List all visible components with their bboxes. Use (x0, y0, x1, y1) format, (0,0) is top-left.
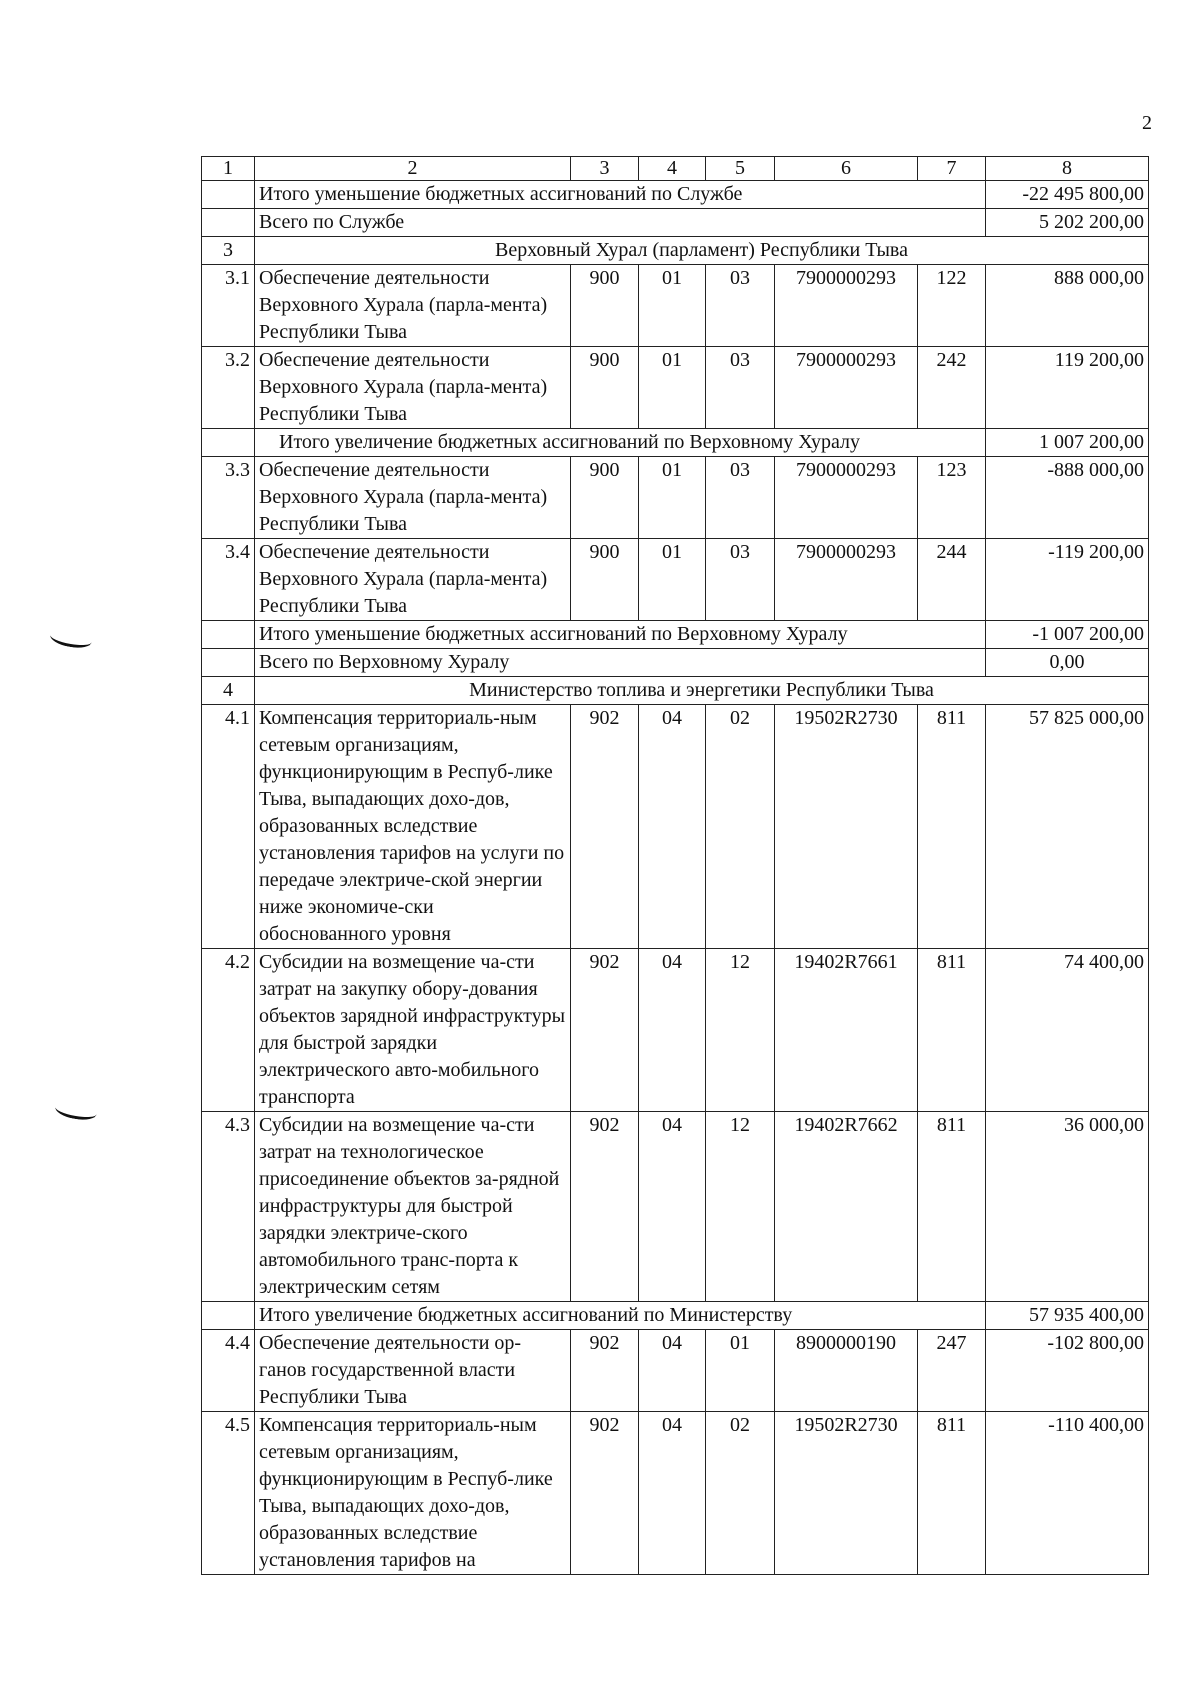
code-cell: 902 (571, 705, 639, 949)
total-row (202, 429, 1149, 457)
code-cell: 900 (571, 539, 639, 621)
section-title: Верховный Хурал (парламент) Республики Тыва (255, 237, 1149, 265)
total-amount: -22 495 800,00 (986, 181, 1149, 209)
section-row (202, 237, 1149, 265)
item-row (202, 539, 1149, 621)
code-cell: 02 (706, 1412, 775, 1575)
code-cell: 19402R7661 (775, 949, 918, 1112)
item-number: 4.4 (202, 1330, 255, 1412)
code-cell: 811 (918, 949, 986, 1112)
amount-cell: 36 000,00 (986, 1112, 1149, 1302)
item-description: Обеспечение деятельности Верховного Хурала (парла-мента) Республики Тыва (255, 265, 571, 347)
code-cell: 04 (639, 1112, 706, 1302)
item-row (202, 705, 1149, 949)
item-number: 3.1 (202, 265, 255, 347)
page-number: 2 (1142, 112, 1152, 134)
section-row (202, 677, 1149, 705)
item-number: 3.4 (202, 539, 255, 621)
header-cell: 4 (639, 157, 706, 181)
code-cell: 122 (918, 265, 986, 347)
code-cell: 01 (639, 539, 706, 621)
item-number: 4.1 (202, 705, 255, 949)
code-cell: 03 (706, 457, 775, 539)
code-cell: 01 (706, 1330, 775, 1412)
code-cell: 12 (706, 1112, 775, 1302)
code-cell: 19502R2730 (775, 1412, 918, 1575)
amount-cell: -110 400,00 (986, 1412, 1149, 1575)
code-cell: 7900000293 (775, 539, 918, 621)
code-cell: 01 (639, 457, 706, 539)
code-cell: 900 (571, 347, 639, 429)
header-cell: 5 (706, 157, 775, 181)
total-amount: 5 202 200,00 (986, 209, 1149, 237)
header-cell: 3 (571, 157, 639, 181)
code-cell: 7900000293 (775, 347, 918, 429)
section-title: Министерство топлива и энергетики Республики Тыва (255, 677, 1149, 705)
total-amount: 1 007 200,00 (986, 429, 1149, 457)
total-row (202, 649, 1149, 677)
empty-num-cell (202, 429, 255, 457)
item-description: Субсидии на возмещение ча-сти затрат на технологическое присоединение объектов за-рядной инфраструктуры для быстрой зарядки электриче-ского автомобильного транс-порта к электрическим сетям (255, 1112, 571, 1302)
code-cell: 900 (571, 265, 639, 347)
table-body (202, 157, 1149, 1575)
code-cell: 244 (918, 539, 986, 621)
item-number: 4.5 (202, 1412, 255, 1575)
item-row (202, 1112, 1149, 1302)
header-cell: 7 (918, 157, 986, 181)
code-cell: 04 (639, 1330, 706, 1412)
code-cell: 7900000293 (775, 457, 918, 539)
code-cell: 811 (918, 1412, 986, 1575)
code-cell: 7900000293 (775, 265, 918, 347)
scan-mark (54, 1098, 98, 1122)
item-row (202, 1330, 1149, 1412)
section-number: 3 (202, 237, 255, 265)
code-cell: 03 (706, 539, 775, 621)
code-cell: 04 (639, 1412, 706, 1575)
empty-num-cell (202, 1302, 255, 1330)
code-cell: 902 (571, 1112, 639, 1302)
item-description: Обеспечение деятельности Верховного Хурала (парла-мента) Республики Тыва (255, 539, 571, 621)
code-cell: 123 (918, 457, 986, 539)
code-cell: 01 (639, 265, 706, 347)
item-row (202, 1412, 1149, 1575)
total-label: Всего по Службе (255, 209, 986, 237)
item-description: Компенсация территориаль-ным сетевым организациям, функционирующим в Респуб-лике Тыва, выпадающих дохо-дов, образованных вследствие установления тарифов на (255, 1412, 571, 1575)
code-cell: 19502R2730 (775, 705, 918, 949)
item-description: Компенсация территориаль-ным сетевым организациям, функционирующим в Респуб-лике Тыва, выпадающих дохо-дов, образованных вследствие установления тарифов на услуги по передаче электриче-ской энергии ниже экономиче-ски обоснованного уровня (255, 705, 571, 949)
amount-cell: -102 800,00 (986, 1330, 1149, 1412)
code-cell: 04 (639, 705, 706, 949)
code-cell: 03 (706, 265, 775, 347)
code-cell: 19402R7662 (775, 1112, 918, 1302)
code-cell: 902 (571, 949, 639, 1112)
code-cell: 03 (706, 347, 775, 429)
empty-num-cell (202, 649, 255, 677)
item-row (202, 949, 1149, 1112)
code-cell: 01 (639, 347, 706, 429)
item-description: Обеспечение деятельности Верховного Хурала (парла-мента) Республики Тыва (255, 457, 571, 539)
amount-cell: -119 200,00 (986, 539, 1149, 621)
total-label: Итого уменьшение бюджетных ассигнований по Верховному Хуралу (255, 621, 986, 649)
item-description: Обеспечение деятельности ор-ганов государственной власти Республики Тыва (255, 1330, 571, 1412)
code-cell: 900 (571, 457, 639, 539)
item-row (202, 457, 1149, 539)
code-cell: 811 (918, 705, 986, 949)
total-label: Всего по Верховному Хуралу (255, 649, 986, 677)
empty-num-cell (202, 209, 255, 237)
item-row (202, 265, 1149, 347)
amount-cell: 57 825 000,00 (986, 705, 1149, 949)
total-amount: 0,00 (986, 649, 1149, 677)
total-row (202, 1302, 1149, 1330)
item-row (202, 347, 1149, 429)
code-cell: 902 (571, 1330, 639, 1412)
header-cell: 2 (255, 157, 571, 181)
total-amount: -1 007 200,00 (986, 621, 1149, 649)
total-row (202, 181, 1149, 209)
section-number: 4 (202, 677, 255, 705)
item-number: 4.3 (202, 1112, 255, 1302)
empty-num-cell (202, 621, 255, 649)
item-description: Субсидии на возмещение ча-сти затрат на закупку обору-дования объектов зарядной инфраструктуры для быстрой зарядки электрического авто-мобильного транспорта (255, 949, 571, 1112)
code-cell: 902 (571, 1412, 639, 1575)
total-row (202, 621, 1149, 649)
item-number: 3.2 (202, 347, 255, 429)
code-cell: 242 (918, 347, 986, 429)
header-row (202, 157, 1149, 181)
code-cell: 811 (918, 1112, 986, 1302)
scan-mark (49, 626, 93, 650)
code-cell: 04 (639, 949, 706, 1112)
total-label: Итого увеличение бюджетных ассигнований по Министерству (255, 1302, 986, 1330)
code-cell: 12 (706, 949, 775, 1112)
code-cell: 247 (918, 1330, 986, 1412)
budget-table (201, 156, 1149, 1575)
amount-cell: -888 000,00 (986, 457, 1149, 539)
total-amount: 57 935 400,00 (986, 1302, 1149, 1330)
empty-num-cell (202, 181, 255, 209)
header-cell: 6 (775, 157, 918, 181)
amount-cell: 74 400,00 (986, 949, 1149, 1112)
total-label: Итого увеличение бюджетных ассигнований по Верховному Хуралу (255, 429, 986, 457)
amount-cell: 119 200,00 (986, 347, 1149, 429)
header-cell: 1 (202, 157, 255, 181)
item-number: 4.2 (202, 949, 255, 1112)
code-cell: 02 (706, 705, 775, 949)
item-description: Обеспечение деятельности Верховного Хурала (парла-мента) Республики Тыва (255, 347, 571, 429)
item-number: 3.3 (202, 457, 255, 539)
total-label: Итого уменьшение бюджетных ассигнований по Службе (255, 181, 986, 209)
total-row (202, 209, 1149, 237)
header-cell: 8 (986, 157, 1149, 181)
code-cell: 8900000190 (775, 1330, 918, 1412)
amount-cell: 888 000,00 (986, 265, 1149, 347)
